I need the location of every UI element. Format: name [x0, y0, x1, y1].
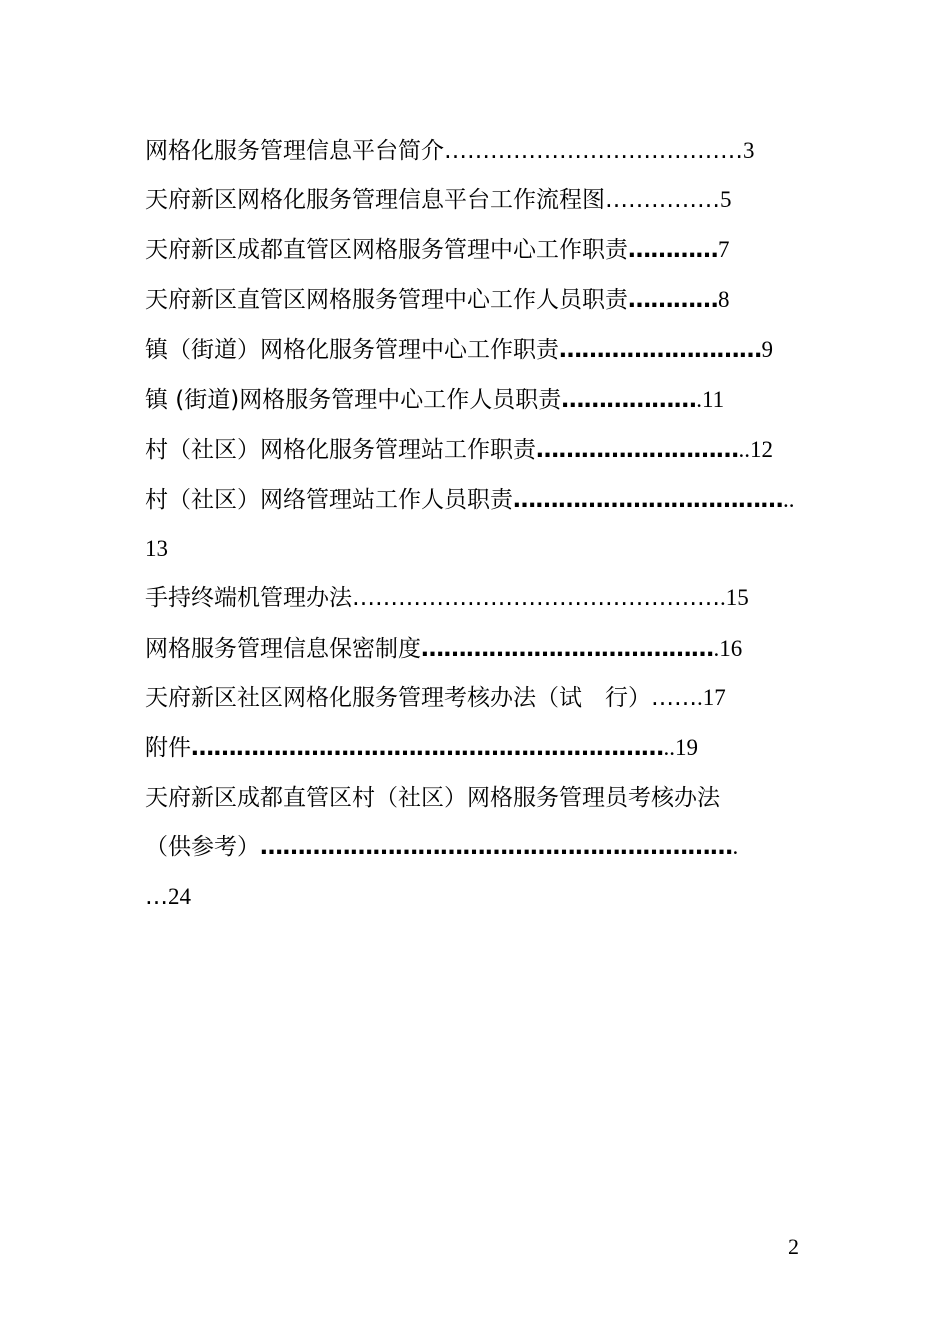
toc-page-number: 7	[718, 237, 730, 262]
toc-title: （供参考）	[145, 834, 260, 860]
toc-title: 天府新区成都直管区网格服务管理中心工作职责	[145, 237, 628, 263]
toc-page-number: ..19	[663, 735, 698, 760]
toc-entry[interactable]	[145, 578, 810, 618]
toc-entry[interactable]	[145, 728, 810, 768]
toc-title: 村（社区）网络管理站工作人员职责	[145, 487, 513, 513]
toc-leader: …………………………………………	[352, 585, 720, 611]
toc-page-number: .15	[720, 585, 749, 610]
toc-leader: ………………………………………………………	[260, 834, 733, 860]
toc-page-number: .11	[696, 387, 725, 412]
toc-title: 天府新区社区网格化服务管理考核办法（试 行）	[145, 685, 651, 711]
toc-leader: ………………………………………………………	[191, 735, 664, 761]
toc-page-number: 9	[761, 337, 773, 362]
toc-entry[interactable]	[145, 778, 810, 818]
toc-page-number: .	[732, 834, 739, 859]
toc-leader: …………………………………	[444, 138, 743, 164]
toc-entry[interactable]	[145, 280, 810, 320]
toc-page-number: .16	[713, 636, 743, 661]
toc-page-number: 13	[145, 536, 168, 561]
toc-entry-continuation[interactable]	[145, 877, 810, 917]
toc-title: 镇 (街道)网格服务管理中心工作人员职责	[145, 387, 562, 413]
toc-leader: ……………	[605, 187, 720, 213]
toc-leader: …………	[628, 237, 718, 263]
toc-title: 村（社区）网格化服务管理站工作职责	[145, 437, 536, 463]
toc-page-number: 3	[743, 138, 755, 163]
page-number: 2	[788, 1234, 799, 1259]
toc-entry[interactable]	[145, 230, 810, 270]
toc-leader: ………………………	[559, 337, 762, 363]
toc-leader: …………	[628, 287, 718, 313]
toc-title: 附件	[145, 735, 191, 761]
toc-leader: …	[145, 884, 168, 910]
toc-entry[interactable]	[145, 430, 810, 470]
toc-title: 镇（街道）网格化服务管理中心工作职责	[145, 337, 559, 363]
toc-entry-continuation[interactable]	[145, 529, 810, 569]
toc-title: 网格化服务管理信息平台简介	[145, 138, 444, 164]
toc-page-number: 5	[720, 187, 732, 212]
toc-title: 天府新区直管区网格服务管理中心工作人员职责	[145, 287, 628, 313]
toc-leader: ………………………	[536, 437, 739, 463]
toc-page-number: ..	[783, 487, 795, 512]
toc-page-number: 24	[168, 884, 191, 909]
toc-entry[interactable]	[145, 330, 810, 370]
toc-entry[interactable]	[145, 678, 810, 718]
toc-page-number: ..12	[738, 437, 773, 462]
toc-leader: ………………	[561, 387, 697, 413]
toc-entry[interactable]	[145, 629, 810, 669]
toc-title: 天府新区成都直管区村（社区）网格服务管理员考核办法	[145, 785, 720, 811]
toc-leader: ………………………………	[513, 487, 783, 513]
toc-entry[interactable]	[145, 131, 810, 171]
toc-title: 网格服务管理信息保密制度	[145, 636, 421, 662]
toc-page-number: 8	[718, 287, 730, 312]
toc-title: 手持终端机管理办法	[145, 585, 352, 611]
toc-entry[interactable]	[145, 180, 810, 220]
toc-page-number: .17	[697, 685, 726, 710]
toc-entry-continuation[interactable]	[145, 827, 810, 867]
toc-leader: ……	[651, 685, 697, 711]
toc-leader: …………………………………	[421, 636, 714, 662]
toc-entry[interactable]	[145, 380, 810, 420]
toc-title: 天府新区网格化服务管理信息平台工作流程图	[145, 187, 605, 213]
toc-entry[interactable]	[145, 480, 810, 520]
